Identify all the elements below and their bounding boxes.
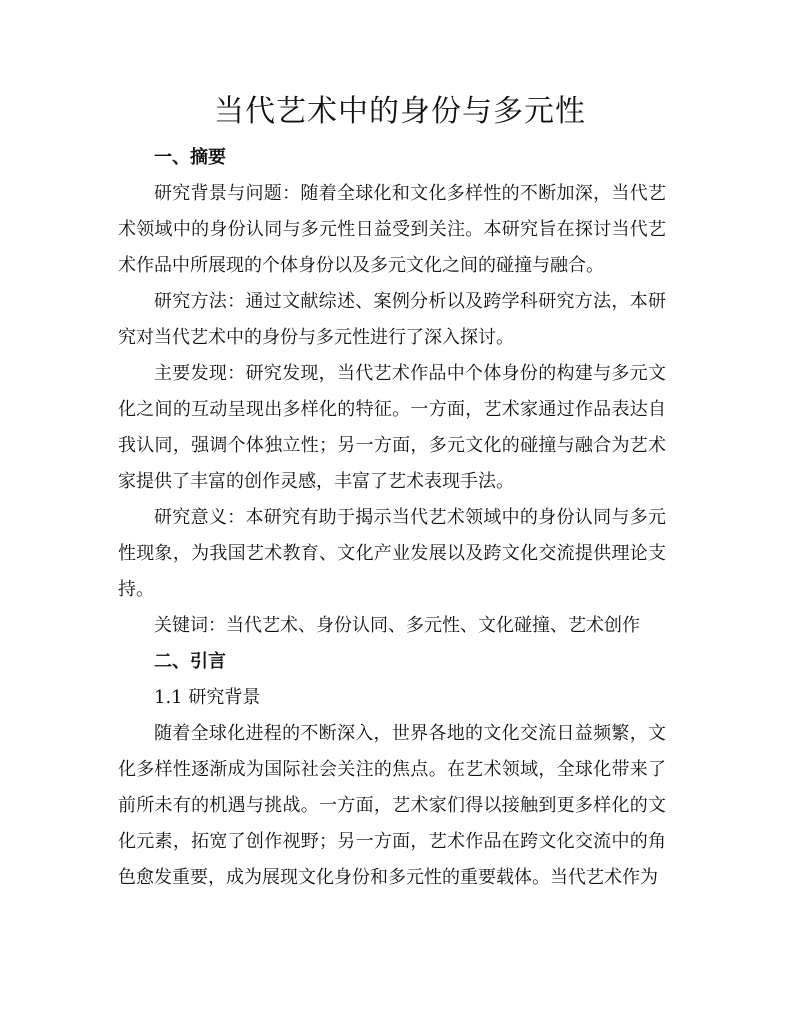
paragraph-introduction: 随着全球化进程的不断深入，世界各地的文化交流日益频繁，文化多样性逐渐成为国际社会关注的焦点。在艺术领域，全球化带来了前所未有的机遇与挑战。一方面，艺术家们得以接触到更多样化的文化元素，拓宽了创作视野；另一方面，艺术作品在跨文化交流中的角色愈发重要，成为展现文化身份和多元性的重要载体。当代艺术作为: [118, 723, 666, 888]
section-heading-introduction: 二、引言: [154, 651, 226, 672]
subsection-heading-background: 1.1 研究背景: [154, 687, 261, 708]
paragraph-background: 研究背景与问题：随着全球化和文化多样性的不断加深，当代艺术领域中的身份认同与多元性日益受到关注。本研究旨在探讨当代艺术作品中所展现的个体身份以及多元文化之间的碰撞与融合。: [118, 183, 666, 276]
paragraph-significance: 研究意义：本研究有助于揭示当代艺术领域中的身份认同与多元性现象，为我国艺术教育、文化产业发展以及跨文化交流提供理论支持。: [118, 507, 666, 600]
document-body: [118, 140, 666, 896]
paragraph-keywords: 关键词：当代艺术、身份认同、多元性、文化碰撞、艺术创作: [154, 615, 640, 636]
section-heading-abstract: 一、摘要: [154, 147, 226, 168]
paragraph-findings: 主要发现：研究发现，当代艺术作品中个体身份的构建与多元文化之间的互动呈现出多样化的特征。一方面，艺术家通过作品表达自我认同，强调个体独立性；另一方面，多元文化的碰撞与融合为艺术家提供了丰富的创作灵感，丰富了艺术表现手法。: [118, 363, 666, 492]
paragraph-method: 研究方法：通过文献综述、案例分析以及跨学科研究方法，本研究对当代艺术中的身份与多元性进行了深入探讨。: [118, 291, 666, 348]
document-title: 当代艺术中的身份与多元性: [214, 94, 586, 129]
